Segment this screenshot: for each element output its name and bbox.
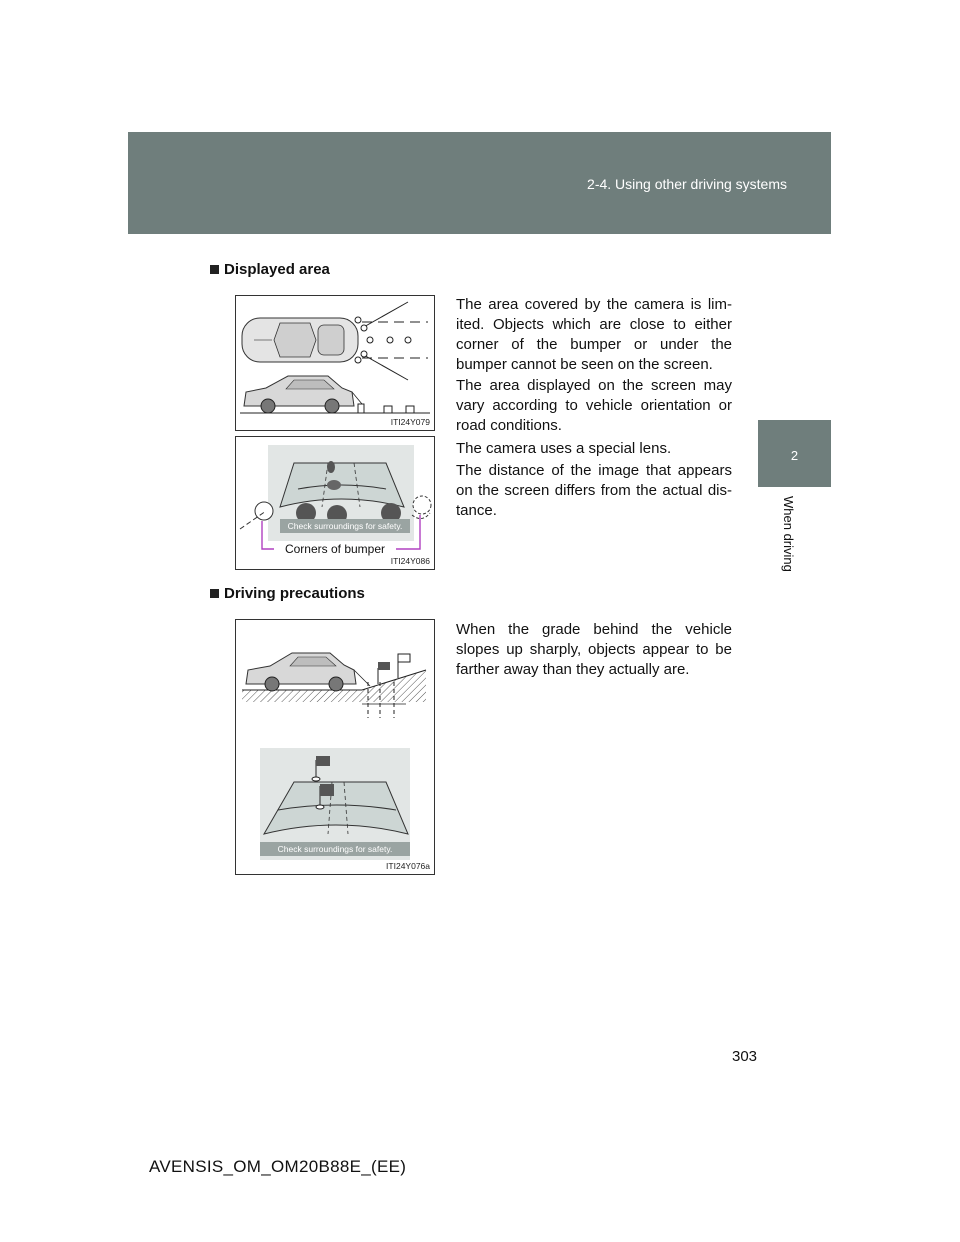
screen-warning-text: Check surroundings for safety.	[277, 844, 393, 854]
callout-label: Corners of bumper	[284, 542, 386, 556]
figure-camera-lens	[235, 436, 435, 570]
slope-illustration	[236, 620, 434, 874]
bullet-square-icon	[210, 265, 219, 274]
chapter-label	[780, 496, 798, 586]
bullet-square-icon	[210, 589, 219, 598]
chapter-tab	[758, 420, 831, 487]
figure-code: ITI24Y079	[390, 417, 430, 427]
page-number: 303	[732, 1048, 758, 1065]
paragraph: The area displayed on the screen may vary according to vehicle orientation or road conditions.	[456, 377, 732, 434]
figure-code: ITI24Y076a	[386, 861, 430, 871]
section-title: 2-4. Using other driving systems	[587, 176, 787, 192]
heading-displayed-area: Displayed area	[210, 261, 330, 278]
heading-driving-precautions: Driving precautions	[210, 585, 365, 602]
chapter-number: 2	[790, 448, 799, 463]
paragraph: The distance of the image that appears on the screen differs from the actual dis-tance.	[456, 462, 732, 519]
paragraph: The camera uses a special lens.	[456, 440, 672, 457]
section-header-bar	[128, 132, 831, 234]
figure-camera-coverage	[235, 295, 435, 431]
document-code: AVENSIS_OM_OM20B88E_(EE)	[149, 1157, 407, 1176]
paragraph: When the grade behind the vehicle slopes up sharply, objects appear to be farther away than they actually are.	[456, 621, 732, 678]
chapter-label-text: When driving	[781, 496, 796, 572]
screen-warning-text: Check surroundings for safety.	[287, 521, 403, 531]
camera-coverage-illustration	[236, 296, 434, 430]
figure-code: ITI24Y086	[390, 556, 430, 566]
figure-slope-behind-vehicle	[235, 619, 435, 875]
camera-screen-illustration	[236, 437, 434, 569]
paragraph: The area covered by the camera is lim-ited. Objects which are close to either corner of the bumper or under the bumper cannot be seen on the screen.	[456, 296, 732, 373]
